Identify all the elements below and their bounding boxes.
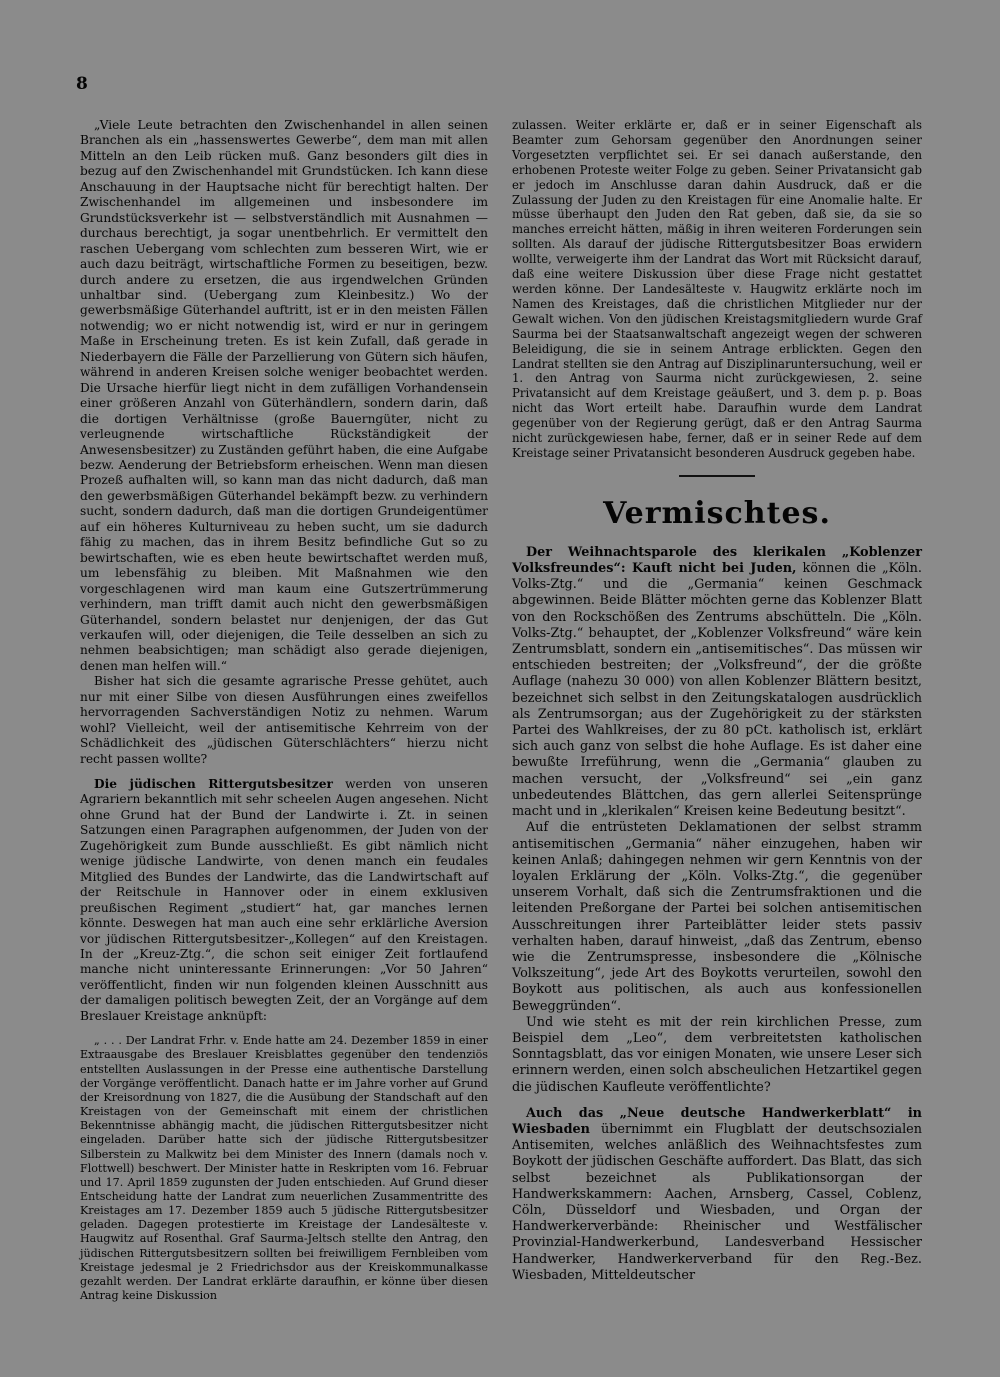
quoted-paragraph: „Viele Leute betrachten den Zwischenhandel in allen seinen Branchen als ein „hassenswertes Gewerbe“, dem man mit allen Mitteln an den Leib rücken muß. Ganz besonders gilt dies in bezug auf den Zwischenhandel mit Grundstücken. Ich kann diese Anschauung in der Hauptsache nicht für berechtigt halten. Der Zwischenhandel im allgemeinen und insbesondere im Grundstücksverkehr ist — selbstverständlich mit Ausnahmen — durchaus berechtigt, ja sogar unentbehrlich. Er vermittelt den raschen Uebergang vom schlechten zum besseren Wirt, wie er auch dazu beiträgt, wirtschaftliche Formen zu beseitigen, bezw. durch andere zu ersetzen, die aus irgendwelchen Gründen unhaltbar sind. (Uebergang zum Kleinbesitz.) Wo der gewerbsmäßige Güterhandel auftritt, ist er in den meisten Fällen notwendig; wo er nicht notwendig ist, wird er nur in geringem Maße in Erscheinung treten. Es ist kein Zufall, daß gerade in Niederbayern die Fälle der Parzellierung von Gütern sich häufen, während in anderen Kreisen solche weniger beobachtet werden. Die Ursache hierfür liegt nicht in dem zufälligen Vorhandensein einer größeren Anzahl von Güterhändlern, sondern darin, daß die dortigen Verhältnisse (große Bauerngüter, nicht zu verleugnende wirtschaftliche Rückständigkeit der Anwesensbesitzer) zu Zuständen geführt haben, die eine Aufgabe bezw. Aenderung der Betriebsform erheischen. Wenn man diesen Prozeß aufhalten will, so kann man das nicht dadurch, daß man den gewerbsmäßigen Güterhandel bekämpft bezw. zu verhindern sucht, sondern dadurch, daß man die dortigen Grundeigentümer auf ein höheres Kulturniveau zu heben sucht, um sie dadurch fähig zu machen, das in ihrem Besitz befindliche Gut so zu bewirtschaften, wie es eben heute bewirtschaftet werden muß, um lebensfähig zu bleiben. Mit Maßnahmen wie den vorgeschlagenen wird man kaum eine Gutszertrümmerung verhindern, man trifft damit auch nicht den gewerbsmäßigen Güterhandel, sondern belastet nur denjenigen, der das Gut verkaufen will, oder diejenigen, die Teile desselben an sich zu nehmen beabsichtigen; man schädigt also gerade diejenigen, denen man helfen will.“ [80,118,488,673]
page-number: 8 [76,74,88,94]
article-body: übernimmt ein Flugblatt der deutschsozialen Antisemiten, welches anläßlich des Weihnachtsfestes zum Boykott der jüdischen Geschäfte auffordert. Das Blatt, das sich selbst bezeichnet als Publikationsorgan der Handwerkskammern: Aachen, Arnsberg, Cassel, Coblenz, Cöln, Düsseldorf und Wiesbaden, und Organ der Handwerkerverbände: Rheinischer und Westfälischer Provinzial-Handwerkerbund, Landesverband Hessischer Handwerker, Handwerkerverband für den Reg.-Bez. Wiesbaden, Mitteldeutscher [512,1121,922,1283]
article-rittergutsbesitzer [80,777,488,1024]
section-heading: Vermischtes. [603,495,831,531]
left-column [80,118,488,1303]
article-lead: Auch das „Neue deutsche Handwerkerblatt“ in Wiesbaden [512,1105,922,1137]
historical-quote: „ . . . Der Landrat Frhr. v. Ende hatte am 24. Dezember 1859 in einer Extraausgabe des Breslauer Kreisblattes gegenüber den tendenziös entstellten Auslassungen in der Presse eine authentische Darstellung der Vorgänge veröffentlicht. Danach hatte er im Jahre vorher auf Grund der Kreisordnung von 1827, die die Ausübung der Standschaft auf den Kreistagen von der Gemeinschaft mit einem der christlichen Bekenntnisse abhängig macht, die jüdischen Rittergutsbesitzer nicht eingeladen. Darüber hatte sich der jüdische Rittergutsbesitzer Silberstein zu Malkwitz bei dem Minister des Innern (damals noch v. Flottwell) beschwert. Der Minister hatte in Reskripten vom 16. Februar und 17. April 1859 zugunsten der Juden entschieden. Auf Grund dieser Entscheidung hatte der Landrat zum neuerlichen Zusammentritte des Kreistages am 17. Dezember 1859 auch 5 jüdische Rittergutsbesitzer geladen. Dagegen protestierte im Kreistage der Landesälteste v. Haugwitz auf Rosenthal. Graf Saurma-Jeltsch stellte den Antrag, den jüdischen Rittergutsbesitzern sollten bei freiwilligem Fernbleiben vom Kreistage jedesmal je 2 Friedrichsdor aus der Kreiskommunalkasse gezahlt werden. Der Landrat erklärte daraufhin, er könne über diesen Antrag keine Diskussion [80,1034,488,1303]
spacer [512,1096,922,1106]
spacer [80,1024,488,1034]
article-handwerkerblatt [512,1106,922,1284]
commentary-paragraph: Bisher hat sich die gesamte agrarische Presse gehütet, auch nur mit einer Silbe von diesen Ausführungen eines zweifellos hervorragenden Sachverständigen Notiz zu nehmen. Warum wohl? Vielleicht, weil der antisemitische Kehrreim von der Schädlichkeit des „jüdischen Güterschlächters“ hierzu nicht recht passen wollte? [80,674,488,766]
spacer [80,767,488,777]
article-body: können die „Köln. Volks-Ztg.“ und die „Germania“ keinen Geschmack abgewinnen. Beide Blätter möchten gerne das Koblenzer Blatt von den Rockschößen des Zentrums abschütteln. Die „Köln. Volks-Ztg.“ behauptet, der „Koblenzer Volksfreund“ wäre kein Zentrumsblatt, sondern ein „antisemitisches“. Das müssen wir entschieden bestreiten; der „Volksfreund“, der die größte Auflage (nahezu 30 000) von allen Koblenzer Blättern besitzt, bezeichnet sich selbst in den Zeitungskatalogen ausdrücklich als Zentrumsorgan; aus der Zugehörigkeit zu der stärksten Partei des Wahlkreises, der zu 80 pCt. katholisch ist, erklärt sich auch ganz von selbst die hohe Auflage. Es ist daher eine bewußte Irreführung, wenn die „Germania“ glauben zu machen versucht, der „Volksfreund“ sei „ein ganz unbedeutendes Blättchen, das gern allerlei Seitensprünge macht und in „klerikalen“ Kreisen keine Bedeutung besitzt“. [512,561,922,820]
article-body: werden von unseren Agrariern bekanntlich mit sehr scheelen Augen angesehen. Nicht ohne Grund hat der Bund der Landwirte i. Zt. in seinen Satzungen einen Paragraphen aufgenommen, der Juden von der Zugehörigkeit zum Bunde ausschließt. Es gibt nämlich nicht wenige jüdische Landwirte, von denen manch ein feudales Mitglied des Bundes der Landwirte, das die Landwirtschaft auf der Reitschule in Hannover oder in einem exklusiven preußischen Regiment „studiert“ hat, gar manches lernen könnte. Deswegen hat man auch eine sehr erklärliche Aversion vor jüdischen Rittergutsbesitzer-„Kollegen“ auf den Kreistagen. In der „Kreuz-Ztg.“, die schon seit einiger Zeit fortlaufend manche nicht uninteressante Erinnerungen: „Vor 50 Jahren“ veröffentlicht, finden wir nun folgenden kleinen Ausschnitt aus der damaligen politisch bewegten Zeit, der an Vorgänge auf dem Breslauer Kreistage anknüpft: [80,777,488,1023]
article-weihnachtsparole [512,545,922,820]
right-column [512,118,922,1284]
article-paragraph: Auf die entrüsteten Deklamationen der selbst stramm antisemitischen „Germania“ näher einzugehen, haben wir keinen Anlaß; dahingegen nehmen wir gern Kenntnis von der loyalen Erklärung der „Köln. Volks-Ztg.“, die gegenüber unserem Vorhalt, daß sich die Zentrumsfraktionen und die leitenden Preßorgane der Partei bei solchen antisemitischen Ausschreitungen ihrer Parteiblätter leider stets passiv verhalten haben, darauf hinweist, „daß das Zentrum, ebenso wie die Zentrumspresse, insbesondere die „Kölnische Volkszeitung“, jede Art des Boykotts verurteilen, sowohl den Boykott aus politischen, als auch aus konfessionellen Beweggründen“. [512,820,922,1014]
article-lead: Die jüdischen Rittergutsbesitzer [94,777,333,792]
section-divider [679,475,755,477]
historical-quote-continued: zulassen. Weiter erklärte er, daß er in seiner Eigenschaft als Beamter zum Gehorsam gegenüber den Anordnungen seiner Vorgesetzten verpflichtet sei. Er sei danach außerstande, den erhobenen Proteste weiter Folge zu geben. Seiner Privatansicht gab er jedoch im Anschlusse daran dahin Ausdruck, daß er die Zulassung der Juden zu den Kreistagen für eine Anomalie halte. Er müsse überhaupt den Juden den Rat geben, daß sie, da sie so manches erreicht hätten, mäßig in ihren weiteren Forderungen sein sollten. Als darauf der jüdische Rittergutsbesitzer Boas erwidern wollte, verweigerte ihm der Landrat das Wort mit Rücksicht darauf, daß eine weitere Diskussion über diese Frage nicht gestattet werden könne. Der Landesälteste v. Haugwitz erklärte noch im Namen des Kreistages, daß die christlichen Mitglieder nur der Gewalt wichen. Von den jüdischen Kreistagsmitgliedern wurde Graf Saurma bei der Staatsanwaltschaft angezeigt wegen der schweren Beleidigung, die sie in seinem Antrage erblickten. Gegen den Landrat stellten sie den Antrag auf Disziplinaruntersuchung, weil er 1. den Antrag von Saurma nicht zurückgewiesen, 2. seine Privatansicht auf dem Kreistage geäußert, und 3. dem p. p. Boas nicht das Wort erteilt habe. Daraufhin wurde dem Landrat gegenüber von der Regierung gerügt, daß er den Antrag Saurma nicht zurückgewiesen habe, ferner, daß er in seiner Rede auf dem Kreistage seiner Privatansicht besonderen Ausdruck gegeben habe. [512,118,922,460]
article-paragraph: Und wie steht es mit der rein kirchlichen Presse, zum Beispiel dem „Leo“, dem verbreitetsten katholischen Sonntagsblatt, das vor einigen Monaten, wie unsere Leser sich erinnern werden, einen solch abscheulichen Hetzartikel gegen die jüdischen Kaufleute veröffentlichte? [512,1014,922,1095]
article-lead: Der Weihnachtsparole des klerikalen „Koblenzer Volksfreundes“: Kauft nicht bei Juden, [512,544,922,577]
